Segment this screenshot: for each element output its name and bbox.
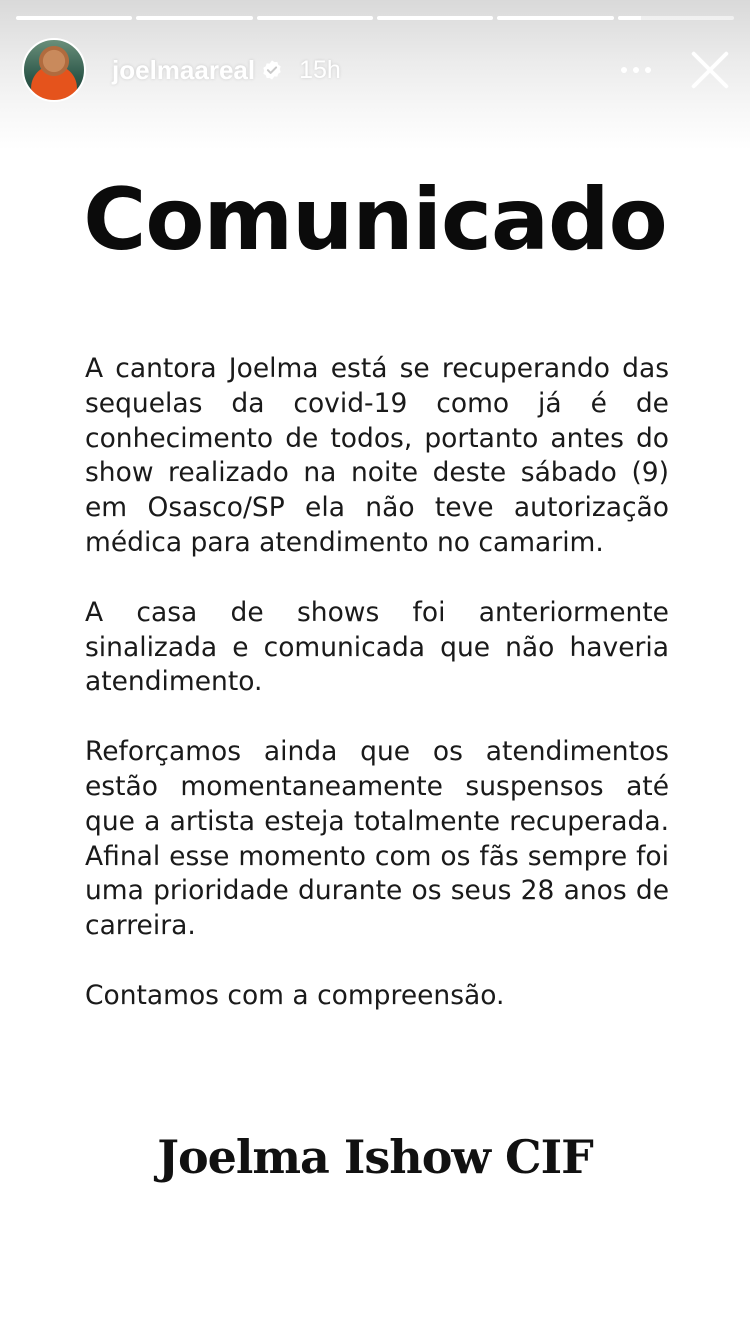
- progress-segment-current: [618, 16, 734, 20]
- story-progress-bar: [16, 16, 734, 20]
- progress-segment: [16, 16, 132, 20]
- signature-logo: Joelma Ishow CIF: [157, 1130, 593, 1184]
- story-timestamp: 15h: [299, 55, 341, 84]
- progress-segment: [497, 16, 613, 20]
- progress-segment: [377, 16, 493, 20]
- avatar[interactable]: [22, 38, 86, 102]
- story-header: [22, 38, 732, 102]
- more-options-icon[interactable]: [614, 48, 658, 92]
- progress-segment: [257, 16, 373, 20]
- post-paragraph: A casa de shows foi anteriormente sinalizada e comunicada que não haveria atendimento.: [85, 596, 669, 698]
- post-paragraph: Contamos com a compreensão.: [85, 979, 505, 1011]
- post-paragraph: Reforçamos ainda que os atendimentos estão momentaneamente suspensos até que a artista esteja totalmente recuperada. Afinal esse momento com os fãs sempre foi uma prioridade durante os seus 28 anos de carreira.: [85, 736, 669, 942]
- verified-badge-icon: [261, 59, 283, 81]
- close-icon[interactable]: [688, 48, 732, 92]
- username[interactable]: joelmaareal: [112, 54, 256, 85]
- post-body: [85, 352, 669, 1049]
- post-paragraph: A cantora Joelma está se recuperando das sequelas da covid-19 como já é de conhecimento de todos, portanto antes do show realizado na noite deste sábado (9) em Osasco/SP ela não teve autorização médica para atendimento no camarim.: [85, 353, 669, 558]
- post-title: Comunicado: [83, 170, 667, 270]
- progress-segment: [136, 16, 252, 20]
